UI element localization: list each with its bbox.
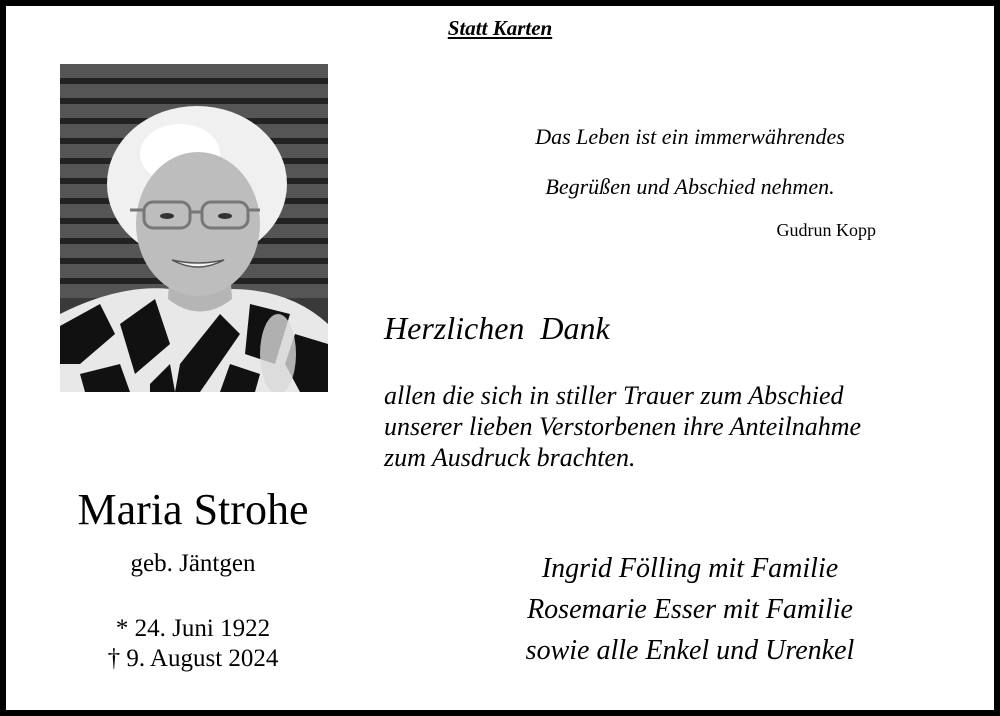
portrait-photo [60, 64, 328, 392]
maiden-name: geb. Jäntgen [130, 550, 256, 577]
family-line: Rosemarie Esser mit Familie [527, 594, 853, 625]
death-date: † 9. August 2024 [107, 645, 279, 672]
quote-line: Das Leben ist ein immerwährendes [535, 124, 845, 149]
quote-line: Begrüßen und Abschied nehmen. [545, 174, 835, 199]
family-line: Ingrid Fölling mit Familie [541, 553, 839, 584]
birth-date: * 24. Juni 1922 [115, 615, 271, 642]
thanks-line: unserer lieben Verstorbenen ihre Anteilnahme [384, 412, 862, 441]
thanks-heading: Herzlichen Dank [384, 310, 610, 346]
life-dates [30, 614, 356, 674]
family-line: sowie alle Enkel und Urenkel [525, 635, 855, 666]
header-title: Statt Karten [447, 16, 553, 40]
quote [470, 112, 910, 212]
deceased-name: Maria Strohe [77, 485, 309, 534]
thanks-text [384, 380, 944, 473]
family-signatures [470, 548, 910, 671]
thanks-line: zum Ausdruck brachten. [384, 443, 636, 472]
quote-author: Gudrun Kopp [776, 220, 876, 240]
thanks-line: allen die sich in stiller Trauer zum Abschied [384, 381, 844, 410]
